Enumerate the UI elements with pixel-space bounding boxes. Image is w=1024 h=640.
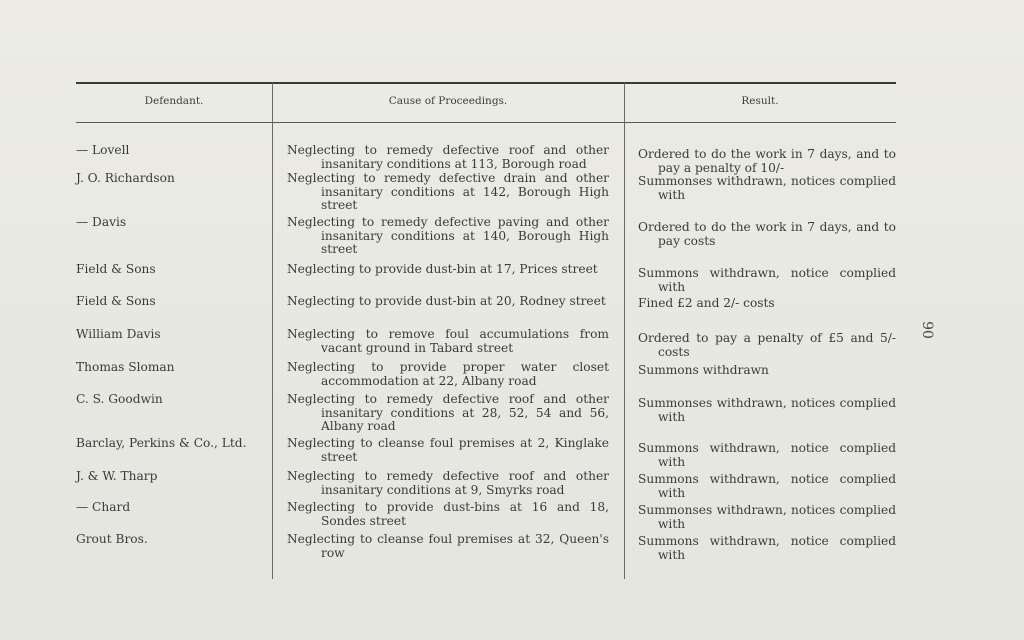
- page-number: 90: [918, 321, 935, 339]
- header-cause: Cause of Proceedings.: [388, 95, 508, 107]
- defendant-cell: Thomas Sloman: [76, 360, 175, 374]
- cause-cell: Neglecting to remedy defective roof and other insanitary conditions at 28, 52, 54 and 56, Albany road: [287, 392, 609, 433]
- result-cell: Summons withdrawn: [638, 363, 769, 377]
- defendant-cell: J. & W. Tharp: [76, 469, 158, 483]
- header-defendant: Defendant.: [144, 95, 204, 107]
- cause-cell: Neglecting to provide dust-bin at 20, Rodney street: [287, 294, 606, 308]
- cause-cell: Neglecting to provide dust-bins at 16 and 18, Sondes street: [287, 500, 609, 528]
- result-cell: Summons withdrawn, notice complied with: [638, 441, 896, 469]
- result-cell: Fined £2 and 2/- costs: [638, 296, 775, 310]
- defendant-cell: — Davis: [76, 215, 127, 229]
- defendant-cell: William Davis: [76, 327, 161, 341]
- result-cell: Summonses withdrawn, notices complied with: [638, 396, 896, 424]
- defendant-cell: — Lovell: [76, 143, 130, 157]
- defendant-cell: — Chard: [76, 500, 131, 514]
- result-cell: Ordered to do the work in 7 days, and to pay costs: [638, 220, 896, 248]
- defendant-cell: C. S. Goodwin: [76, 392, 163, 406]
- result-cell: Summonses withdrawn, notices complied with: [638, 174, 896, 202]
- cause-cell: Neglecting to remedy defective drain and other insanitary conditions at 142, Borough High street: [287, 171, 609, 212]
- result-cell: Summonses withdrawn, notices complied with: [638, 503, 896, 531]
- cause-cell: Neglecting to provide dust-bin at 17, Prices street: [287, 262, 598, 276]
- result-cell: Summons withdrawn, notice complied with: [638, 472, 896, 500]
- cause-cell: Neglecting to remove foul accumulations from vacant ground in Tabard street: [287, 327, 609, 355]
- proceedings-table: [76, 82, 896, 580]
- result-cell: Ordered to do the work in 7 days, and to pay a penalty of 10/-: [638, 147, 896, 175]
- header-result: Result.: [741, 95, 779, 107]
- defendant-cell: Field & Sons: [76, 262, 156, 276]
- cause-cell: Neglecting to cleanse foul premises at 32, Queen's row: [287, 532, 609, 560]
- defendant-cell: J. O. Richardson: [76, 171, 175, 185]
- defendant-cell: Field & Sons: [76, 294, 156, 308]
- cause-cell: Neglecting to remedy defective roof and other insanitary conditions at 9, Smyrks road: [287, 469, 609, 497]
- result-cell: Summons withdrawn, notice complied with: [638, 266, 896, 294]
- cause-cell: Neglecting to cleanse foul premises at 2, Kinglake street: [287, 436, 609, 464]
- cause-cell: Neglecting to remedy defective roof and other insanitary conditions at 113, Borough road: [287, 143, 609, 171]
- defendant-cell: Barclay, Perkins & Co., Ltd.: [76, 436, 247, 450]
- defendant-cell: Grout Bros.: [76, 532, 148, 546]
- cause-cell: Neglecting to remedy defective paving and other insanitary conditions at 140, Borough High street: [287, 215, 609, 256]
- cause-cell: Neglecting to provide proper water closet accommodation at 22, Albany road: [287, 360, 609, 388]
- column-divider-2: [624, 83, 625, 579]
- column-divider-1: [272, 83, 273, 579]
- table-top-rule: [76, 82, 896, 84]
- result-cell: Ordered to pay a penalty of £5 and 5/- costs: [638, 331, 896, 359]
- result-cell: Summons withdrawn, notice complied with: [638, 534, 896, 562]
- header-bottom-rule: [76, 122, 896, 123]
